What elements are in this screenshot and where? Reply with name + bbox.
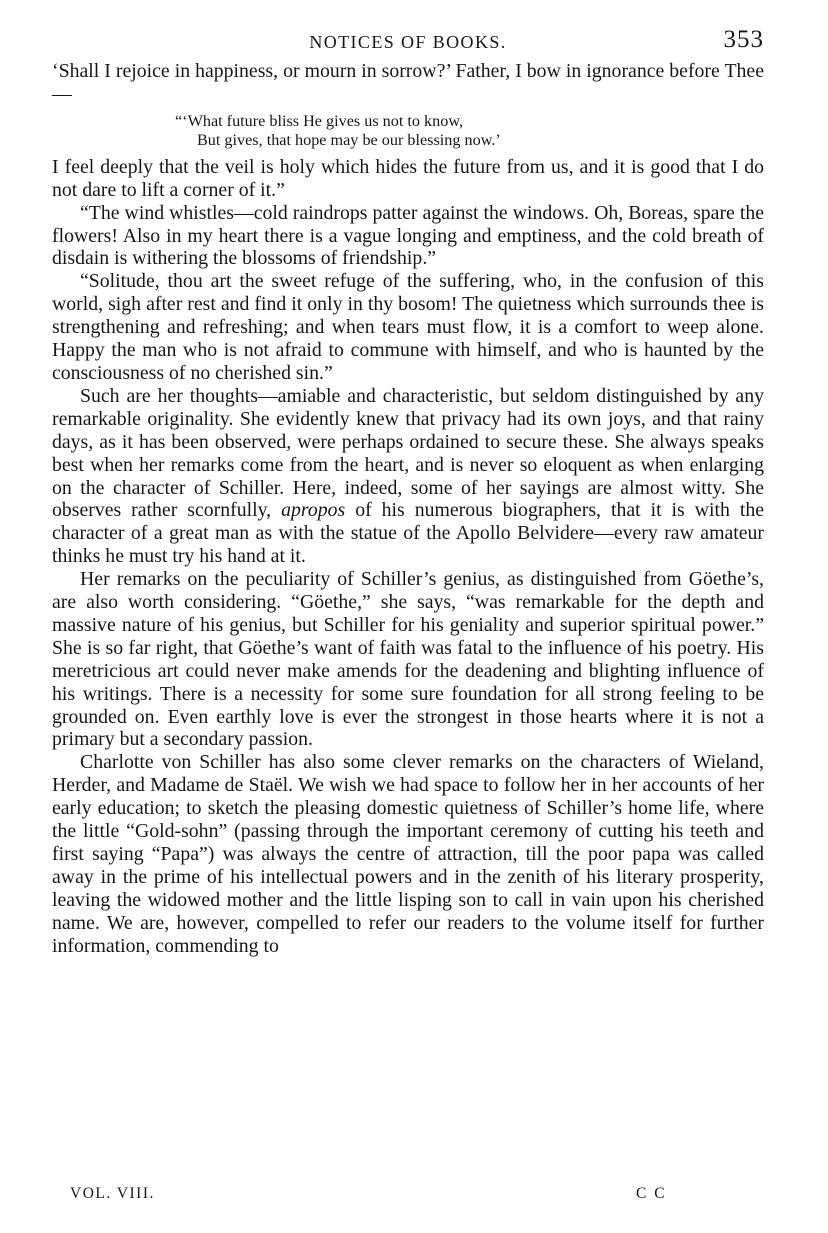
paragraph-thoughts	[52, 385, 764, 568]
italic-term: apropos	[281, 499, 346, 522]
verse-quotation	[175, 112, 764, 151]
signature-mark: C C	[636, 1185, 667, 1202]
paragraph-wind: “The wind whistles—cold raindrops patter against the windows. Oh, Boreas, spare the flowers! Also in my heart there is a vague longing and emptiness, and the cold breath of disdain is withering the blossoms of friendship.”	[52, 201, 764, 270]
verse-line: But gives, that hope may be our blessing now.’	[197, 131, 501, 150]
paragraph-text: Such are her thoughts—amiable and characteristic, but seldom distinguished by any remarkable originality. She evidently knew that privacy had its own joys, and that rainy days, as it has been observed, were perhaps ordained to secure these. She always speaks best when her remarks come from the heart, and is never so eloquent as when enlarging on the character of Schiller. Here, indeed, some of her sayings are almost witty. She observes rather scornfully,	[52, 384, 764, 522]
paragraph-charlotte: Charlotte von Schiller has also some clever remarks on the characters of Wieland, Herder, and Madame de Staël. We wish we had space to follow her in her accounts of her early education; to sketch the pleasing domestic quietness of Schiller’s home life, where the little “Gold-sohn” (passing through the important ceremony of cutting his teeth and first saying “Papa”) was always the centre of attraction, till the poor papa was called away in the prime of his intellectual powers and in the zenith of his literary prosperity, leaving the widowed mother and the little lisping son to call in vain upon his cherished name. We are, however, compelled to refer our readers to the volume itself for further information, commending to	[52, 751, 764, 957]
running-head	[52, 26, 764, 60]
paragraph-prayer: ‘Shall I rejoice in happiness, or mourn in sorrow?’ Father, I bow in ignorance before Thee—	[52, 60, 764, 105]
page-footer	[52, 1185, 764, 1215]
page-number: 353	[723, 26, 764, 53]
paragraph-text: of his numerous biographers, that it is with the character of a great man as with the statue of the Apollo Belvidere—every raw amateur thinks he must try his hand at it.	[52, 499, 764, 568]
running-title: NOTICES OF BOOKS.	[309, 32, 507, 52]
paragraph-solitude: “Solitude, thou art the sweet refuge of the suffering, who, in the confusion of this world, sigh after rest and find it only in thy bosom! The quietness which surrounds thee is strengthening and refreshing; and when tears must flow, it is a comfort to weep alone. Happy the man who is not afraid to commune with himself, and who is haunted by the consciousness of no cherished sin.”	[52, 270, 764, 384]
paragraph-goethe: Her remarks on the peculiarity of Schiller’s genius, as distinguished from Göethe’s, are also worth considering. “Göethe,” she says, “was remarkable for the depth and massive nature of his genius, but Schiller for his geniality and superior spiritual power.” She is so far right, that Göethe’s want of faith was fatal to the influence of his poetry. His meretricious art could never make amends for the deadening and blighting influence of his writings. There is a necessity for some sure foundation for all strong feeling to be grounded on. Even earthly love is ever the strongest in those hearts where it is not a primary but a secondary passion.	[52, 568, 764, 751]
paragraph-veil: I feel deeply that the veil is holy which hides the future from us, and it is good that I do not dare to lift a corner of it.”	[52, 155, 764, 201]
body-text	[52, 60, 764, 958]
volume-number: VOL. VIII.	[70, 1185, 155, 1202]
verse-line: “‘What future bliss He gives us not to know,	[175, 111, 464, 130]
book-page	[52, 26, 764, 958]
